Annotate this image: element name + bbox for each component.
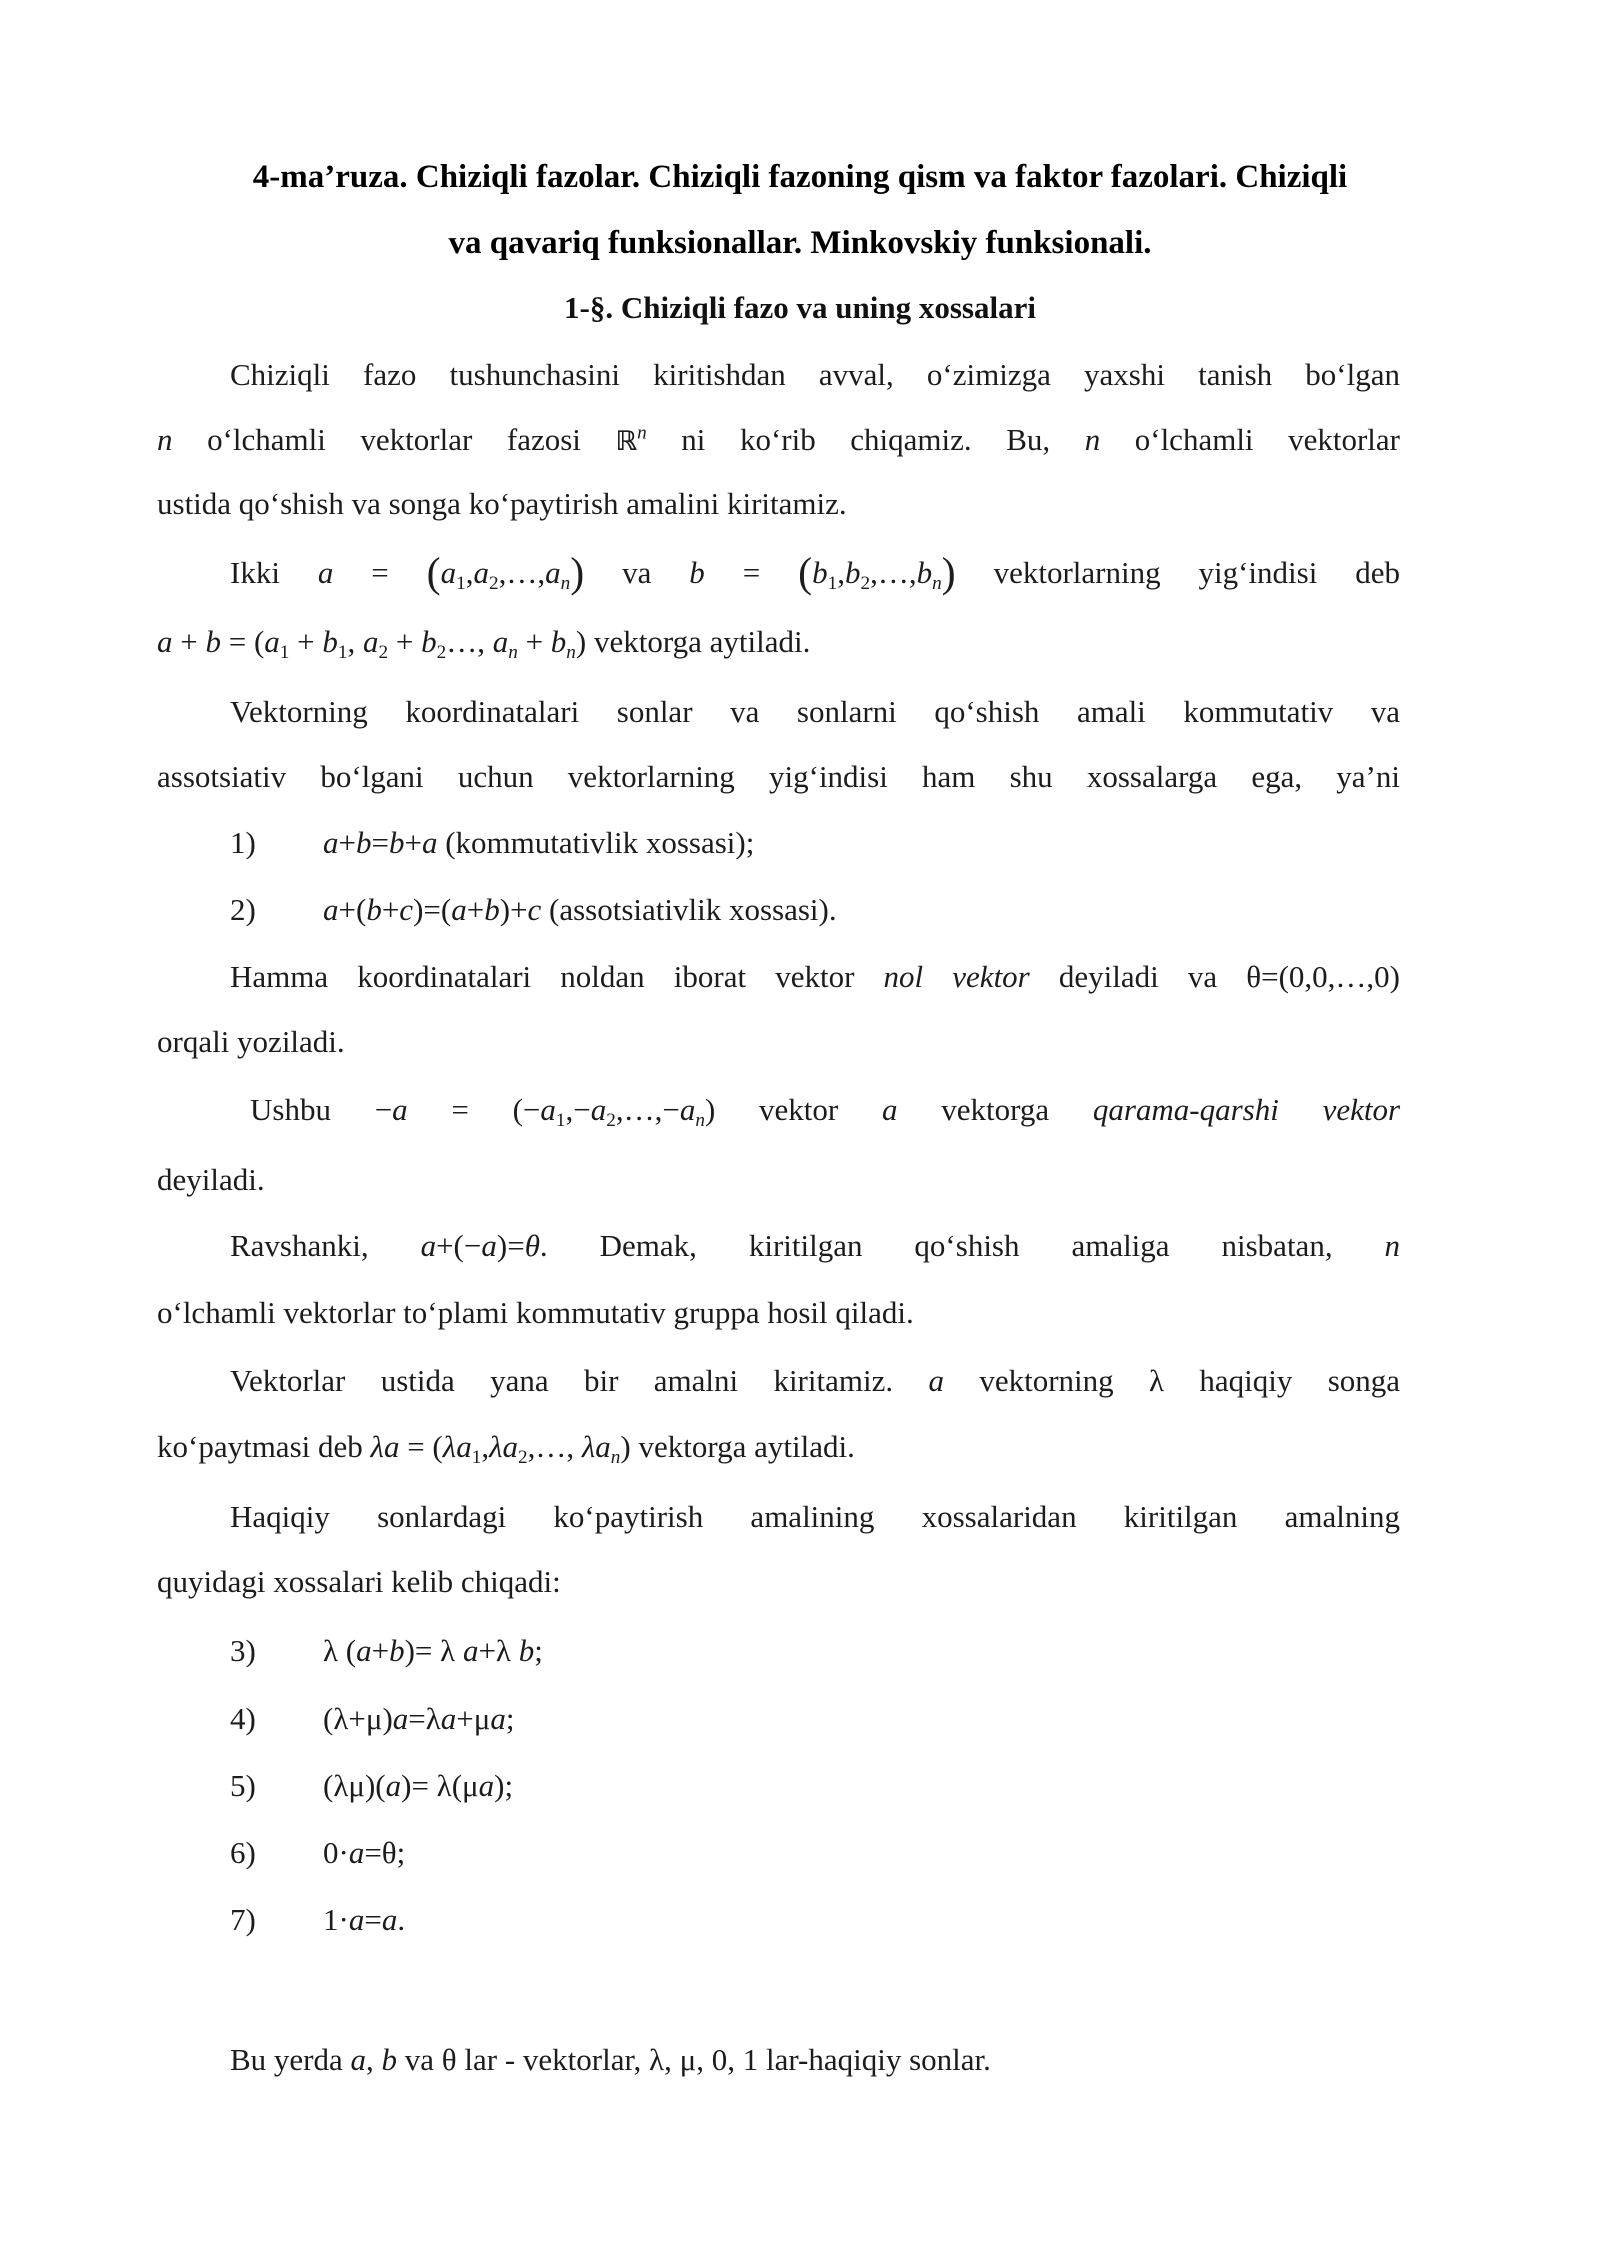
property-5-text: (λμ)(a)= λ(μa);	[323, 1768, 514, 1803]
opposite-vector-line-1: Ushbu $-a = (-a_1,-a_2,\dots,-a_n)$ vektor a vektorga qarama-qarshi vektor	[250, 1092, 1401, 1131]
property-3-text: λ (a+b)= λ a+λ b;	[323, 1633, 543, 1668]
section-heading: 1-§. Chiziqli fazo va uning xossalari	[564, 290, 1036, 325]
sum-definition-line-2: $a + b = (a_1 + b_1$, $a_2$ + $b_2\dots$, $a_n + b_n$) vektorga aytiladi.	[157, 624, 811, 663]
sum-definition-line-1: Ikki $a = (a_1,a_2,\dots,a_n)$ va $b = (b_1,b_2,\dots,b_n)$ vektorlarning yig‘indisi deb	[230, 550, 1400, 597]
properties-intro-line-1: Vektorning koordinatalari sonlar va sonlarni qo‘shish amali kommutativ va	[230, 694, 1400, 729]
property-4-text: (λ+μ)a=λa+μa;	[323, 1701, 515, 1736]
closing-line: Bu yerda a, b va θ lar - vektorlar, λ, μ, 0, 1 lar-haqiqiy sonlar.	[230, 2042, 991, 2077]
scalar-properties-line-2: quyidagi xossalari kelib chiqadi:	[157, 1564, 561, 1599]
property-6-text: 0·a=θ;	[323, 1835, 406, 1870]
intro-line-3: ustida qo‘shish va songa ko‘paytirish amalini kiritamiz.	[157, 486, 847, 521]
opposite-vector-line-2: deyiladi.	[157, 1162, 265, 1197]
property-3-number: 3)	[230, 1633, 256, 1668]
lecture-title-line-1: 4-ma’ruza. Chiziqli fazolar. Chiziqli fazoning qism va faktor fazolari. Chiziqli	[252, 159, 1348, 195]
group-line-1: Ravshanki, a+(−a)=θ. Demak, kiritilgan qo‘shish amaliga nisbatan, n	[230, 1228, 1401, 1263]
property-1-number: 1)	[230, 825, 256, 860]
zero-vector-line-1: Hamma koordinatalari noldan iborat vektor nol vektor deyiladi va θ=(0,0,…,0)	[230, 959, 1400, 994]
zero-vector-line-2: orqali yoziladi.	[157, 1024, 345, 1059]
group-line-2: o‘lchamli vektorlar to‘plami kommutativ gruppa hosil qiladi.	[157, 1295, 914, 1330]
property-2-number: 2)	[230, 892, 256, 927]
property-1-text: a+b=b+a (kommutativlik xossasi);	[323, 825, 755, 860]
intro-line-2: n o‘lchamli vektorlar fazosi ℝ$^n$ ni ko‘rib chiqamiz. Bu, n o‘lchamli vektorlar	[157, 422, 1400, 457]
scalar-properties-line-1: Haqiqiy sonlardagi ko‘paytirish amalining xossalaridan kiritilgan amalning	[230, 1499, 1400, 1534]
properties-intro-line-2: assotsiativ bo‘lgani uchun vektorlarning yig‘indisi ham shu xossalarga ega, ya’ni	[157, 759, 1400, 794]
property-5-number: 5)	[230, 1768, 256, 1803]
intro-line-1: Chiziqli fazo tushunchasini kiritishdan avval, o‘zimizga yaxshi tanish bo‘lgan	[230, 357, 1400, 392]
property-7-text: 1·a=a.	[323, 1902, 406, 1937]
property-7-number: 7)	[230, 1902, 256, 1937]
lecture-title-line-2: va qavariq funksionallar. Minkovskiy funksionali.	[448, 225, 1152, 261]
property-4-number: 4)	[230, 1701, 256, 1736]
property-2-text: a+(b+c)=(a+b)+c (assotsiativlik xossasi).	[323, 892, 837, 927]
property-6-number: 6)	[230, 1835, 256, 1870]
scalar-line-1: Vektorlar ustida yana bir amalni kiritamiz. a vektorning λ haqiqiy songa	[230, 1363, 1401, 1398]
scalar-line-2: ko‘paytmasi deb $\lambda a = (\lambda a_1,\lambda a_2,\dots$, $\lambda a_n$) vektorga aytiladi.	[157, 1429, 855, 1468]
